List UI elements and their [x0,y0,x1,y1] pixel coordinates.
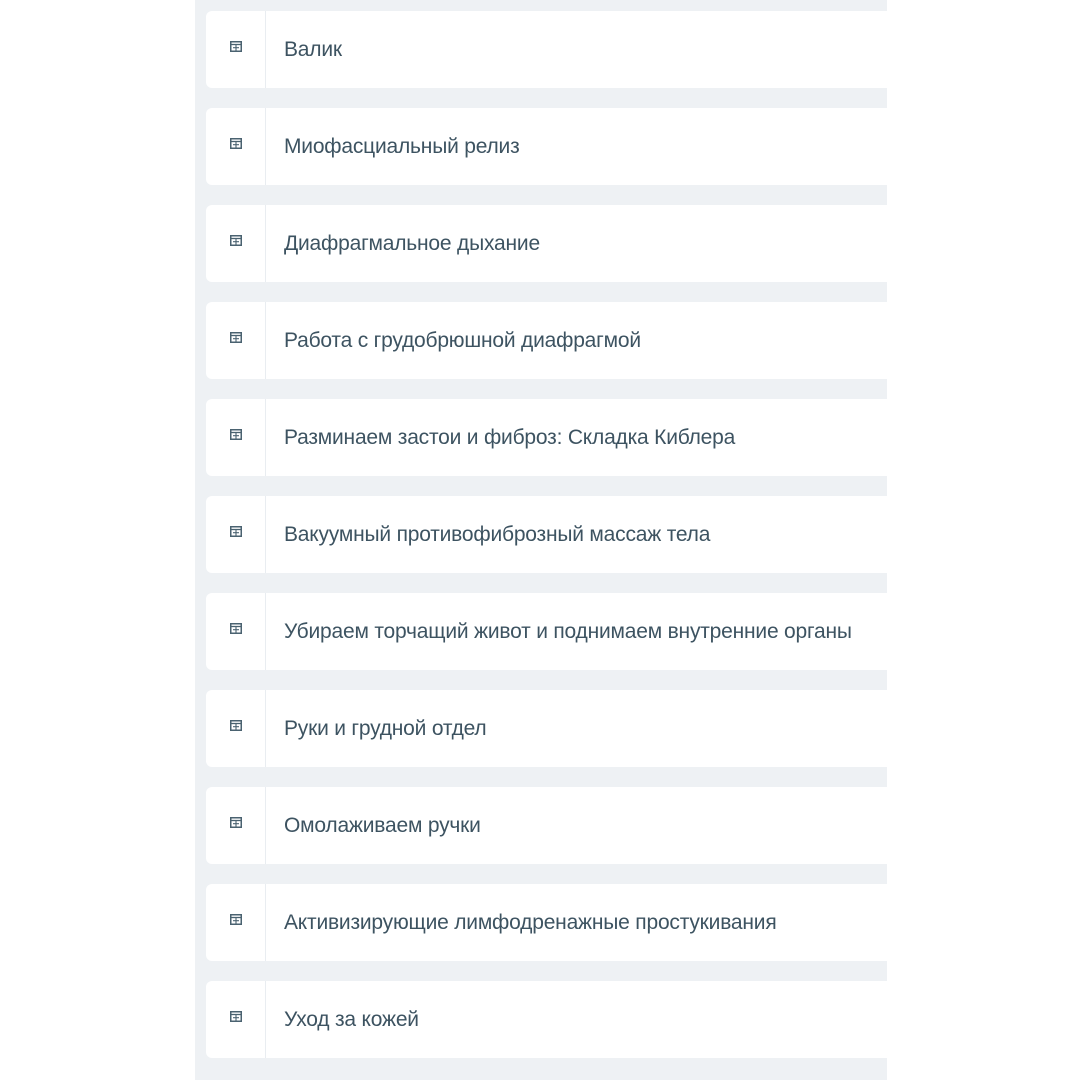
lesson-title: Уход за кожей [284,1008,419,1031]
lesson-grid-icon [230,332,242,343]
lesson-title: Работа с грудобрюшной диафрагмой [284,329,641,352]
lesson-title: Вакуумный противофиброзный массаж тела [284,523,711,546]
lesson-row[interactable] [206,496,887,573]
lesson-row[interactable] [206,690,887,767]
lesson-row[interactable] [206,205,887,282]
lesson-row[interactable] [206,11,887,88]
lesson-icon-cell [206,205,266,282]
lesson-grid-icon [230,526,242,537]
lesson-title: Миофасциальный релиз [284,135,520,158]
lesson-title: Активизирующие лимфодренажные простукивания [284,911,777,934]
lesson-icon-cell [206,496,266,573]
lesson-icon-cell [206,593,266,670]
lesson-grid-icon [230,720,242,731]
lesson-row[interactable] [206,593,887,670]
lesson-row[interactable] [206,787,887,864]
lesson-icon-cell [206,11,266,88]
lesson-title: Диафрагмальное дыхание [284,232,540,255]
lesson-icon-cell [206,981,266,1058]
lesson-list [206,11,887,1078]
lesson-title: Убираем торчащий живот и поднимаем внутренние органы [284,620,852,643]
lesson-grid-icon [230,914,242,925]
lesson-title: Руки и грудной отдел [284,717,487,740]
lesson-grid-icon [230,817,242,828]
lesson-row[interactable] [206,981,887,1058]
lesson-row[interactable] [206,108,887,185]
lesson-row[interactable] [206,399,887,476]
lesson-grid-icon [230,1011,242,1022]
lesson-icon-cell [206,302,266,379]
lesson-grid-icon [230,235,242,246]
lesson-icon-cell [206,690,266,767]
lesson-list-panel [195,0,887,1080]
lesson-icon-cell [206,399,266,476]
lesson-grid-icon [230,138,242,149]
lesson-title: Омолаживаем ручки [284,814,481,837]
lesson-icon-cell [206,884,266,961]
lesson-grid-icon [230,623,242,634]
lesson-icon-cell [206,787,266,864]
lesson-title: Валик [284,38,342,61]
lesson-grid-icon [230,41,242,52]
lesson-icon-cell [206,108,266,185]
lesson-title: Разминаем застои и фиброз: Складка Киблера [284,426,736,449]
lesson-row[interactable] [206,884,887,961]
lesson-grid-icon [230,429,242,440]
lesson-row[interactable] [206,302,887,379]
